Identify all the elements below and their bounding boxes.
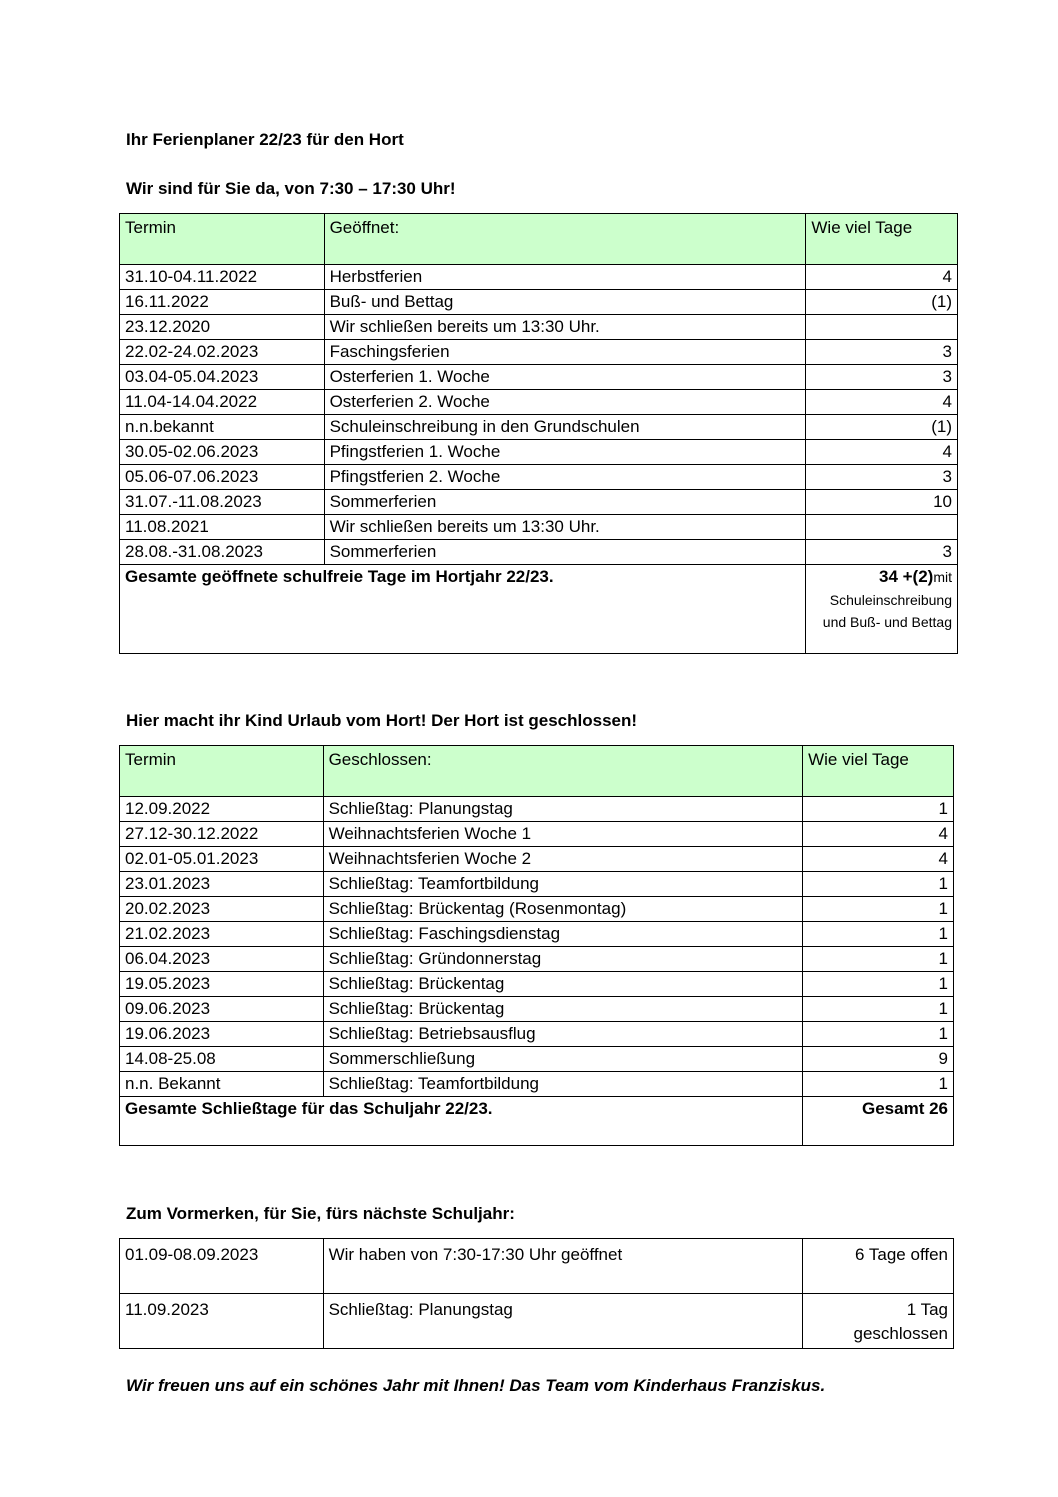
table-row xyxy=(120,390,958,415)
days-cell: 1 xyxy=(803,897,954,922)
desc-cell: Osterferien 2. Woche xyxy=(324,390,806,415)
table-row xyxy=(120,897,954,922)
desc-cell: Weihnachtsferien Woche 2 xyxy=(323,847,803,872)
days-cell: 1 xyxy=(803,872,954,897)
desc-cell: Schließtag: Planungstag xyxy=(323,797,803,822)
days-cell: 1 xyxy=(803,922,954,947)
desc-cell: Faschingsferien xyxy=(324,340,806,365)
header-cell: Wie viel Tage xyxy=(803,746,954,797)
date-cell: 11.04-14.04.2022 xyxy=(120,390,325,415)
table-row xyxy=(120,465,958,490)
date-cell: 23.01.2023 xyxy=(120,872,324,897)
desc-cell: Wir schließen bereits um 13:30 Uhr. xyxy=(324,515,806,540)
table-row xyxy=(120,872,954,897)
date-cell: 03.04-05.04.2023 xyxy=(120,365,325,390)
closed-heading: Hier macht ihr Kind Urlaub vom Hort! Der Hort ist geschlossen! xyxy=(126,711,638,730)
table-row xyxy=(120,340,958,365)
date-cell: 05.06-07.06.2023 xyxy=(120,465,325,490)
days-cell: 9 xyxy=(803,1047,954,1072)
days-cell: 1 xyxy=(803,972,954,997)
page-title: Ihr Ferienplaner 22/23 für den Hort xyxy=(126,130,404,149)
days-cell: (1) xyxy=(806,290,958,315)
date-cell: 20.02.2023 xyxy=(120,897,324,922)
total-cell xyxy=(806,565,958,654)
header-cell: Geschlossen: xyxy=(323,746,803,797)
desc-cell: Sommerschließung xyxy=(323,1047,803,1072)
table-row xyxy=(120,847,954,872)
date-cell: 27.12-30.12.2022 xyxy=(120,822,324,847)
desc-cell: Schließtag: Planungstag xyxy=(323,1294,803,1349)
total-value: 34 +(2) xyxy=(878,567,934,586)
table-row xyxy=(120,265,958,290)
total-label: Gesamte Schließtage für das Schuljahr 22/23. xyxy=(120,1097,803,1146)
total-value: Gesamt 26 xyxy=(803,1097,954,1146)
table-row xyxy=(120,1022,954,1047)
table-row xyxy=(120,1294,954,1349)
table-row xyxy=(120,540,958,565)
days-cell: 3 xyxy=(806,540,958,565)
table-row xyxy=(120,315,958,340)
header-cell: Geöffnet: xyxy=(324,214,806,265)
desc-cell: Sommerferien xyxy=(324,490,806,515)
days-cell xyxy=(806,315,958,340)
desc-cell: Wir haben von 7:30-17:30 Uhr geöffnet xyxy=(323,1239,803,1294)
desc-cell: Herbstferien xyxy=(324,265,806,290)
desc-cell: Weihnachtsferien Woche 1 xyxy=(323,822,803,847)
desc-cell: Sommerferien xyxy=(324,540,806,565)
days-cell: 1 xyxy=(803,947,954,972)
open-heading: Wir sind für Sie da, von 7:30 – 17:30 Uhr! xyxy=(126,179,456,198)
days-cell: 4 xyxy=(803,847,954,872)
header-cell: Wie viel Tage xyxy=(806,214,958,265)
days-cell: 1 Tag geschlossen xyxy=(803,1294,954,1349)
table-row xyxy=(120,515,958,540)
date-cell: n.n.bekannt xyxy=(120,415,325,440)
desc-cell: Schließtag: Brückentag xyxy=(323,997,803,1022)
date-cell: 11.08.2021 xyxy=(120,515,325,540)
table-row xyxy=(120,490,958,515)
days-cell: (1) xyxy=(806,415,958,440)
table-row xyxy=(120,415,958,440)
days-cell: 10 xyxy=(806,490,958,515)
days-cell: 3 xyxy=(806,465,958,490)
date-cell: n.n. Bekannt xyxy=(120,1072,324,1097)
total-note: mit Schuleinschreibung und Buß- und Bettag xyxy=(822,569,952,630)
date-cell: 16.11.2022 xyxy=(120,290,325,315)
table-header-row xyxy=(120,214,958,265)
date-cell: 19.05.2023 xyxy=(120,972,324,997)
footer-note: Wir freuen uns auf ein schönes Jahr mit Ihnen! Das Team vom Kinderhaus Franziskus. xyxy=(126,1376,826,1395)
date-cell: 28.08.-31.08.2023 xyxy=(120,540,325,565)
header-cell: Termin xyxy=(120,214,325,265)
desc-cell: Schließtag: Gründonnerstag xyxy=(323,947,803,972)
days-cell: 3 xyxy=(806,340,958,365)
table-header-row xyxy=(120,746,954,797)
desc-cell: Wir schließen bereits um 13:30 Uhr. xyxy=(324,315,806,340)
date-cell: 01.09-08.09.2023 xyxy=(120,1239,324,1294)
days-cell: 4 xyxy=(806,265,958,290)
table-row xyxy=(120,290,958,315)
table-row xyxy=(120,922,954,947)
table-row xyxy=(120,1047,954,1072)
date-cell: 30.05-02.06.2023 xyxy=(120,440,325,465)
desc-cell: Schließtag: Teamfortbildung xyxy=(323,872,803,897)
days-cell: 4 xyxy=(806,390,958,415)
open-days-table xyxy=(119,213,958,654)
table-row xyxy=(120,822,954,847)
date-cell: 14.08-25.08 xyxy=(120,1047,324,1072)
table-row xyxy=(120,1239,954,1294)
days-cell: 4 xyxy=(803,822,954,847)
date-cell: 12.09.2022 xyxy=(120,797,324,822)
table-row xyxy=(120,972,954,997)
date-cell: 02.01-05.01.2023 xyxy=(120,847,324,872)
table-row xyxy=(120,1072,954,1097)
days-cell: 1 xyxy=(803,797,954,822)
desc-cell: Schuleinschreibung in den Grundschulen xyxy=(324,415,806,440)
days-cell: 4 xyxy=(806,440,958,465)
date-cell: 11.09.2023 xyxy=(120,1294,324,1349)
date-cell: 09.06.2023 xyxy=(120,997,324,1022)
date-cell: 19.06.2023 xyxy=(120,1022,324,1047)
desc-cell: Pfingstferien 2. Woche xyxy=(324,465,806,490)
desc-cell: Schließtag: Betriebsausflug xyxy=(323,1022,803,1047)
desc-cell: Osterferien 1. Woche xyxy=(324,365,806,390)
date-cell: 31.10-04.11.2022 xyxy=(120,265,325,290)
total-label: Gesamte geöffnete schulfreie Tage im Hortjahr 22/23. xyxy=(120,565,806,654)
days-cell: 1 xyxy=(803,1022,954,1047)
date-cell: 31.07.-11.08.2023 xyxy=(120,490,325,515)
desc-cell: Buß- und Bettag xyxy=(324,290,806,315)
next-year-table xyxy=(119,1238,954,1349)
table-row xyxy=(120,997,954,1022)
table-row xyxy=(120,947,954,972)
desc-cell: Schließtag: Brückentag (Rosenmontag) xyxy=(323,897,803,922)
days-cell: 6 Tage offen xyxy=(803,1239,954,1294)
date-cell: 06.04.2023 xyxy=(120,947,324,972)
table-row xyxy=(120,440,958,465)
date-cell: 23.12.2020 xyxy=(120,315,325,340)
header-cell: Termin xyxy=(120,746,324,797)
desc-cell: Schließtag: Brückentag xyxy=(323,972,803,997)
days-cell: 1 xyxy=(803,1072,954,1097)
desc-cell: Pfingstferien 1. Woche xyxy=(324,440,806,465)
next-year-heading: Zum Vormerken, für Sie, fürs nächste Schuljahr: xyxy=(126,1204,515,1223)
desc-cell: Schließtag: Faschingsdienstag xyxy=(323,922,803,947)
closed-days-table xyxy=(119,745,954,1146)
total-row xyxy=(120,1097,954,1146)
date-cell: 22.02-24.02.2023 xyxy=(120,340,325,365)
table-row xyxy=(120,797,954,822)
date-cell: 21.02.2023 xyxy=(120,922,324,947)
days-cell xyxy=(806,515,958,540)
days-cell: 3 xyxy=(806,365,958,390)
desc-cell: Schließtag: Teamfortbildung xyxy=(323,1072,803,1097)
table-row xyxy=(120,365,958,390)
days-cell: 1 xyxy=(803,997,954,1022)
total-row xyxy=(120,565,958,654)
